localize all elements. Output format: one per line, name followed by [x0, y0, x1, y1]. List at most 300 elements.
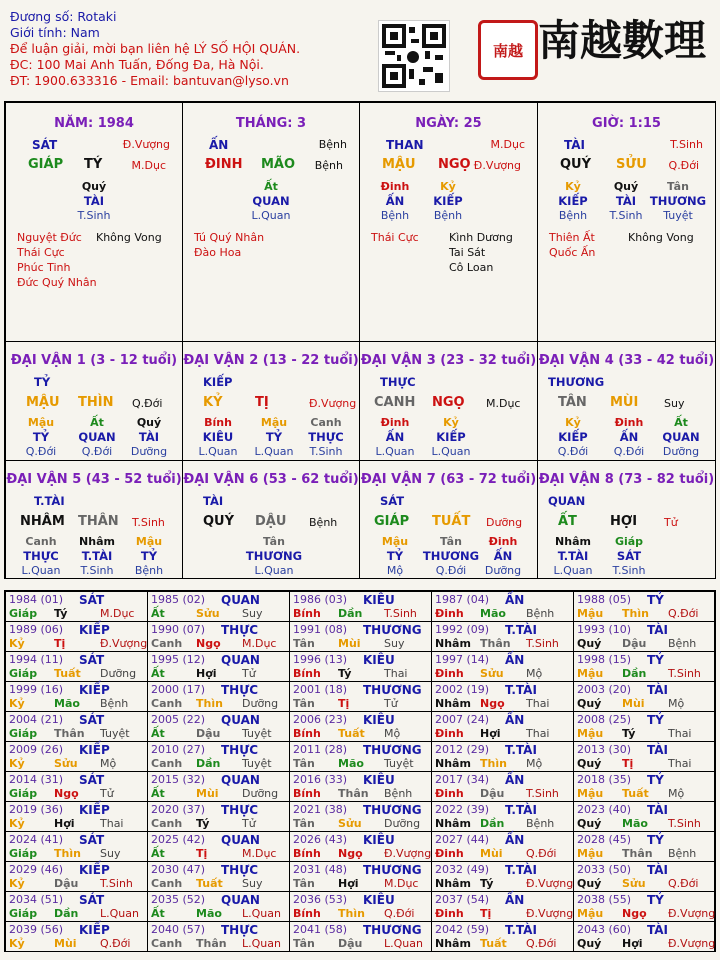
year-god: SÁT: [79, 893, 105, 907]
year-label: 2036 (53): [293, 893, 348, 906]
year-can: Tân: [293, 817, 315, 830]
hidden-can: Đinh: [380, 180, 410, 193]
hidden-god: TÀI: [83, 194, 105, 208]
star-good: Tú Quý Nhân: [194, 231, 265, 244]
year-god: SÁT: [79, 833, 105, 847]
year-chi: Tuất: [622, 787, 649, 800]
year-cell[interactable]: [147, 891, 290, 922]
year-stage: Mộ: [526, 667, 543, 680]
year-can: Canh: [151, 817, 183, 830]
year-stage: Suy: [384, 637, 405, 650]
star-good: Đức Quý Nhân: [17, 276, 97, 289]
brand-text: 南越數理: [538, 16, 707, 65]
year-label: 2026 (43): [293, 833, 348, 846]
year-cell[interactable]: [147, 621, 290, 652]
hidden-stage: Q.Đới: [557, 445, 589, 458]
year-god: KIÊU: [363, 713, 395, 727]
year-cell[interactable]: [573, 801, 715, 832]
hidden-god: T.TÀI: [557, 549, 589, 563]
star-other: Không Vong: [628, 231, 694, 244]
qr-code[interactable]: [378, 20, 450, 92]
year-god: KIẾP: [79, 683, 110, 697]
year-cell[interactable]: [5, 831, 148, 862]
year-stage: Tử: [384, 697, 398, 710]
year-cell[interactable]: [289, 651, 432, 682]
year-cell[interactable]: [431, 861, 574, 892]
year-label: 2029 (46): [9, 863, 64, 876]
hidden-god: TỶ: [140, 549, 158, 563]
hidden-god: ẤN: [385, 430, 405, 444]
year-cell[interactable]: [147, 741, 290, 772]
year-can: Giáp: [9, 607, 38, 620]
year-chi: Dậu: [338, 937, 363, 950]
year-god: KIẾP: [79, 743, 110, 757]
year-cell[interactable]: [147, 711, 290, 742]
dai-van-chi: TUẤT: [432, 514, 471, 529]
year-god: TÀI: [647, 623, 669, 637]
year-label: 2006 (23): [293, 713, 348, 726]
year-can: Bính: [293, 787, 321, 800]
hidden-stage: T.Sinh: [309, 445, 343, 458]
year-cell[interactable]: [573, 651, 715, 682]
hidden-god: TÀI: [138, 430, 160, 444]
year-cell[interactable]: [289, 741, 432, 772]
hidden-can: Kỷ: [565, 416, 581, 429]
year-god: T.TÀI: [505, 743, 537, 757]
year-stage: Tuyệt: [242, 727, 272, 740]
year-chi: Mão: [338, 757, 364, 770]
year-stage: Mộ: [100, 757, 117, 770]
year-can: Ất: [151, 607, 165, 620]
year-god: TÀI: [647, 803, 669, 817]
year-cell[interactable]: [289, 591, 432, 622]
dai-van-chi: THÌN: [78, 395, 114, 410]
year-can: Canh: [151, 697, 183, 710]
year-stage: Suy: [242, 607, 263, 620]
hidden-stage: Q.Đới: [435, 564, 467, 577]
dai-van-can: CANH: [374, 395, 416, 410]
year-god: TỶ: [647, 593, 664, 607]
hidden-god: ẤN: [619, 430, 639, 444]
year-god: ẤN: [505, 593, 525, 607]
year-chi: Tý: [622, 727, 636, 740]
hidden-god: TỶ: [32, 430, 50, 444]
year-cell[interactable]: [147, 861, 290, 892]
pillar-god: SÁT: [32, 138, 58, 152]
year-god: T.TÀI: [505, 923, 537, 937]
year-stage: Bệnh: [526, 817, 555, 830]
year-stage: Mộ: [526, 757, 543, 770]
pillar-chi: TÝ: [84, 157, 103, 172]
pillar-title: GIỜ: 1:15: [592, 116, 661, 131]
dai-van-cell: [359, 460, 538, 579]
year-label: 2000 (17): [151, 683, 206, 696]
hidden-can: Tân: [263, 535, 285, 548]
dai-van-cell: [5, 341, 183, 461]
year-stage: Đ.Vượng: [668, 937, 716, 950]
phone-email-line[interactable]: ĐT: 1900.633316 - Email: bantuvan@lyso.vn: [10, 73, 289, 88]
pillar-right-stage: Bệnh: [318, 138, 347, 151]
dai-van-cell: [359, 341, 538, 461]
star-good: Thái Cực: [371, 231, 419, 244]
star-other: Tai Sát: [449, 246, 486, 259]
hidden-god: KIẾP: [558, 194, 588, 208]
pillar-cell: [537, 102, 716, 342]
year-stage: Bệnh: [668, 637, 697, 650]
year-can: Bính: [293, 667, 321, 680]
year-can: Bính: [293, 727, 321, 740]
year-cell[interactable]: [5, 801, 148, 832]
dai-van-stage: Bệnh: [309, 516, 338, 529]
pillar-cell: [5, 102, 183, 342]
year-cell[interactable]: [573, 681, 715, 712]
star-good: Thiên Ất: [549, 231, 595, 244]
hidden-can: Giáp: [614, 535, 644, 548]
year-cell[interactable]: [5, 651, 148, 682]
year-label: 2028 (45): [577, 833, 632, 846]
year-chi: Dậu: [196, 727, 221, 740]
year-chi: Sửu: [622, 877, 646, 890]
year-can: Nhâm: [435, 637, 471, 650]
year-cell[interactable]: [573, 711, 715, 742]
year-chi: Dậu: [622, 637, 647, 650]
star-good: Quốc Ấn: [549, 246, 596, 259]
year-cell[interactable]: [5, 591, 148, 622]
dai-van-chi: HỢI: [610, 514, 638, 529]
year-can: Kỷ: [9, 757, 25, 770]
hidden-can: Nhâm: [79, 535, 115, 548]
year-cell[interactable]: [573, 891, 715, 922]
year-cell[interactable]: [289, 891, 432, 922]
year-label: 1997 (14): [435, 653, 490, 666]
year-god: SÁT: [79, 593, 105, 607]
year-cell[interactable]: [289, 831, 432, 862]
hidden-stage: L.Quan: [254, 564, 294, 577]
hidden-can: Mậu: [381, 535, 409, 548]
year-can: Nhâm: [435, 937, 471, 950]
year-label: 2024 (41): [9, 833, 64, 846]
year-stage: Tuyệt: [242, 757, 272, 770]
year-cell[interactable]: [431, 681, 574, 712]
year-stage: M.Dục: [384, 877, 419, 890]
year-cell[interactable]: [573, 621, 715, 652]
year-god: THƯƠNG: [363, 863, 422, 877]
year-stage: L.Quan: [242, 907, 281, 920]
year-can: Giáp: [9, 727, 38, 740]
hidden-god: THỰC: [308, 430, 344, 444]
pillar-title: NGÀY: 25: [415, 116, 482, 131]
year-cell[interactable]: [147, 771, 290, 802]
year-cell[interactable]: [431, 921, 574, 952]
year-god: QUAN: [221, 653, 260, 667]
year-chi: Tuất: [196, 877, 223, 890]
year-label: 2021 (38): [293, 803, 348, 816]
year-chi: Tý: [54, 607, 68, 620]
dai-van-god: T.TÀI: [34, 494, 65, 508]
year-stage: Dưỡng: [384, 817, 421, 830]
year-cell[interactable]: [289, 921, 432, 952]
year-chi: Dần: [622, 667, 647, 680]
year-chi: Mão: [54, 697, 80, 710]
pillar-title: NĂM: 1984: [54, 116, 134, 131]
year-label: 2040 (57): [151, 923, 206, 936]
dai-van-god: THỰC: [380, 375, 416, 389]
year-cell[interactable]: [5, 711, 148, 742]
year-cell[interactable]: [5, 681, 148, 712]
year-cell[interactable]: [431, 621, 574, 652]
year-can: Nhâm: [435, 877, 471, 890]
star-other: Không Vong: [96, 231, 162, 244]
duong-so: Đương số: Rotaki: [10, 9, 117, 24]
year-stage: Q.Đới: [384, 907, 415, 920]
year-god: TÀI: [647, 923, 669, 937]
year-can: Nhâm: [435, 697, 471, 710]
year-chi: Dần: [196, 757, 221, 770]
year-can: Giáp: [9, 907, 38, 920]
year-can: Mậu: [577, 607, 604, 620]
year-stage: Bệnh: [668, 847, 697, 860]
hidden-can: Tân: [667, 180, 689, 193]
year-chi: Thìn: [480, 757, 507, 770]
dai-van-can: ẤT: [558, 514, 577, 529]
year-god: TỶ: [647, 893, 664, 907]
year-stage: T.Sinh: [668, 667, 701, 680]
hidden-stage: Q.Đới: [81, 445, 113, 458]
dai-van-chi: TỊ: [255, 395, 269, 410]
year-chi: Ngọ: [480, 697, 505, 710]
hidden-stage: L.Quan: [21, 564, 61, 577]
year-cell[interactable]: [289, 801, 432, 832]
dai-van-chi: NGỌ: [432, 395, 465, 410]
year-cell[interactable]: [147, 921, 290, 952]
year-cell[interactable]: [289, 861, 432, 892]
year-stage: Suy: [242, 877, 263, 890]
year-label: 2033 (50): [577, 863, 632, 876]
year-cell[interactable]: [573, 591, 715, 622]
hidden-god: THỰC: [23, 549, 59, 563]
year-label: 1992 (09): [435, 623, 490, 636]
year-chi: Thìn: [196, 697, 223, 710]
year-cell[interactable]: [147, 591, 290, 622]
year-stage: M.Dục: [242, 637, 277, 650]
pillar-stage: Q.Đới: [668, 159, 699, 172]
hidden-stage: Dưỡng: [130, 445, 168, 458]
hidden-stage: L.Quan: [375, 445, 415, 458]
hidden-god: TỶ: [386, 549, 404, 563]
year-cell[interactable]: [431, 831, 574, 862]
hidden-god: KIẾP: [558, 430, 588, 444]
year-chi: Thân: [54, 727, 85, 740]
year-can: Mậu: [577, 847, 604, 860]
year-cell[interactable]: [431, 741, 574, 772]
dai-van-can: MẬU: [26, 395, 60, 410]
hidden-stage: L.Quan: [553, 564, 593, 577]
year-stage: L.Quan: [100, 907, 139, 920]
year-cell[interactable]: [5, 621, 148, 652]
year-chi: Sửu: [338, 817, 362, 830]
year-chi: Sửu: [54, 757, 78, 770]
hidden-stage: T.Sinh: [612, 564, 646, 577]
hidden-god: THƯƠNG: [245, 549, 303, 563]
year-can: Bính: [293, 847, 321, 860]
year-can: Quý: [577, 817, 602, 830]
year-can: Tân: [293, 877, 315, 890]
year-god: THỰC: [221, 803, 259, 817]
star-good: Thái Cực: [17, 246, 65, 259]
hidden-god: THƯƠNG: [649, 194, 707, 208]
year-cell[interactable]: [147, 801, 290, 832]
year-cell[interactable]: [431, 801, 574, 832]
year-can: Đinh: [435, 847, 464, 860]
year-god: KIÊU: [363, 593, 395, 607]
year-stage: Dưỡng: [242, 787, 279, 800]
year-label: 2043 (60): [577, 923, 632, 936]
year-god: SÁT: [79, 653, 105, 667]
year-can: Ất: [151, 727, 165, 740]
hidden-stage: L.Quan: [431, 445, 471, 458]
year-label: 2025 (42): [151, 833, 206, 846]
hidden-can: Mậu: [135, 535, 163, 548]
year-cell[interactable]: [147, 681, 290, 712]
year-stage: Tử: [100, 787, 114, 800]
year-cell[interactable]: [573, 771, 715, 802]
year-god: QUAN: [221, 833, 260, 847]
year-stage: Dưỡng: [242, 697, 279, 710]
year-label: 2005 (22): [151, 713, 206, 726]
hidden-can: Ất: [674, 416, 688, 429]
year-chi: Tuất: [338, 727, 365, 740]
year-cell[interactable]: [289, 681, 432, 712]
year-stage: Tử: [242, 817, 256, 830]
header-info: [10, 9, 390, 89]
year-cell[interactable]: [5, 741, 148, 772]
year-god: TỶ: [647, 833, 664, 847]
year-chi: Tý: [196, 817, 210, 830]
year-cell[interactable]: [147, 651, 290, 682]
dai-van-god: TÀI: [203, 494, 224, 508]
year-label: 1995 (12): [151, 653, 206, 666]
year-can: Bính: [293, 607, 321, 620]
hidden-stage: T.Sinh: [609, 209, 643, 222]
year-label: 2014 (31): [9, 773, 64, 786]
dai-van-stage: Suy: [664, 397, 685, 410]
year-god: TỶ: [647, 773, 664, 787]
address-line: ĐC: 100 Mai Anh Tuấn, Đống Đa, Hà Nội.: [10, 57, 264, 72]
year-stage: Tử: [242, 667, 256, 680]
year-label: 2019 (36): [9, 803, 64, 816]
year-cell[interactable]: [431, 771, 574, 802]
year-cell[interactable]: [5, 771, 148, 802]
year-cell[interactable]: [289, 771, 432, 802]
year-cell[interactable]: [431, 711, 574, 742]
hidden-stage: L.Quan: [251, 209, 291, 222]
year-god: ẤN: [505, 893, 525, 907]
year-cell[interactable]: [573, 831, 715, 862]
year-label: 2015 (32): [151, 773, 206, 786]
dai-van-can: TÂN: [558, 395, 587, 410]
year-chi: Dần: [480, 817, 505, 830]
year-cell[interactable]: [431, 651, 574, 682]
year-chi: Mùi: [54, 937, 77, 950]
year-label: 2034 (51): [9, 893, 64, 906]
year-cell[interactable]: [573, 921, 715, 952]
year-cell[interactable]: [573, 741, 715, 772]
year-can: Ất: [151, 907, 165, 920]
year-stage: Bệnh: [526, 607, 555, 620]
pillar-can: MẬU: [382, 157, 416, 172]
year-label: 2038 (55): [577, 893, 632, 906]
year-god: SÁT: [79, 773, 105, 787]
pillar-stage: Bệnh: [314, 159, 343, 172]
year-stage: M.Dục: [100, 607, 135, 620]
year-label: 2003 (20): [577, 683, 632, 696]
year-cell[interactable]: [431, 591, 574, 622]
year-stage: Thai: [526, 697, 550, 710]
year-can: Kỷ: [9, 937, 25, 950]
hidden-god: KIẾP: [436, 430, 466, 444]
year-cell[interactable]: [289, 711, 432, 742]
hidden-can: Canh: [25, 535, 57, 548]
dai-van-title: ĐẠI VẬN 4 (33 - 42 tuổi): [538, 353, 715, 368]
dai-van-title: ĐẠI VẬN 2 (13 - 22 tuổi): [183, 353, 359, 368]
hidden-can: Quý: [81, 180, 107, 193]
year-stage: T.Sinh: [100, 877, 133, 890]
year-god: ẤN: [505, 773, 525, 787]
year-cell[interactable]: [289, 621, 432, 652]
year-label: 2010 (27): [151, 743, 206, 756]
hidden-can: Ất: [264, 180, 278, 193]
pillar-god: THAN: [386, 138, 424, 152]
year-label: 2002 (19): [435, 683, 490, 696]
year-cell[interactable]: [5, 891, 148, 922]
hidden-can: Kỷ: [443, 416, 459, 429]
year-can: Đinh: [435, 607, 464, 620]
year-label: 2017 (34): [435, 773, 490, 786]
year-can: Đinh: [435, 787, 464, 800]
year-chi: Mùi: [338, 637, 361, 650]
year-cell[interactable]: [5, 921, 148, 952]
year-god: QUAN: [221, 713, 260, 727]
dai-van-cell: [5, 460, 183, 579]
year-cell[interactable]: [431, 891, 574, 922]
star-good: Đào Hoa: [194, 246, 242, 259]
year-stage: Mộ: [668, 787, 685, 800]
year-cell[interactable]: [5, 861, 148, 892]
year-cell[interactable]: [147, 831, 290, 862]
year-god: ẤN: [505, 833, 525, 847]
year-god: THỰC: [221, 863, 259, 877]
hidden-stage: Q.Đới: [613, 445, 645, 458]
year-stage: T.Sinh: [526, 637, 559, 650]
year-stage: T.Sinh: [526, 787, 559, 800]
dai-van-god: SÁT: [380, 494, 405, 508]
hidden-stage: Mộ: [386, 564, 404, 577]
year-cell[interactable]: [573, 861, 715, 892]
star-good: Nguyệt Đức: [17, 231, 82, 244]
year-stage: T.Sinh: [668, 817, 701, 830]
year-chi: Tị: [54, 637, 66, 650]
year-chi: Sửu: [196, 607, 220, 620]
year-god: KIẾP: [79, 803, 110, 817]
year-stage: Dưỡng: [100, 667, 137, 680]
year-chi: Dậu: [54, 877, 79, 890]
pillar-cell: [359, 102, 538, 342]
year-label: 1990 (07): [151, 623, 206, 636]
year-can: Đinh: [435, 667, 464, 680]
hidden-god: KIẾP: [433, 194, 463, 208]
year-chi: Tý: [338, 667, 352, 680]
year-chi: Mùi: [196, 787, 219, 800]
